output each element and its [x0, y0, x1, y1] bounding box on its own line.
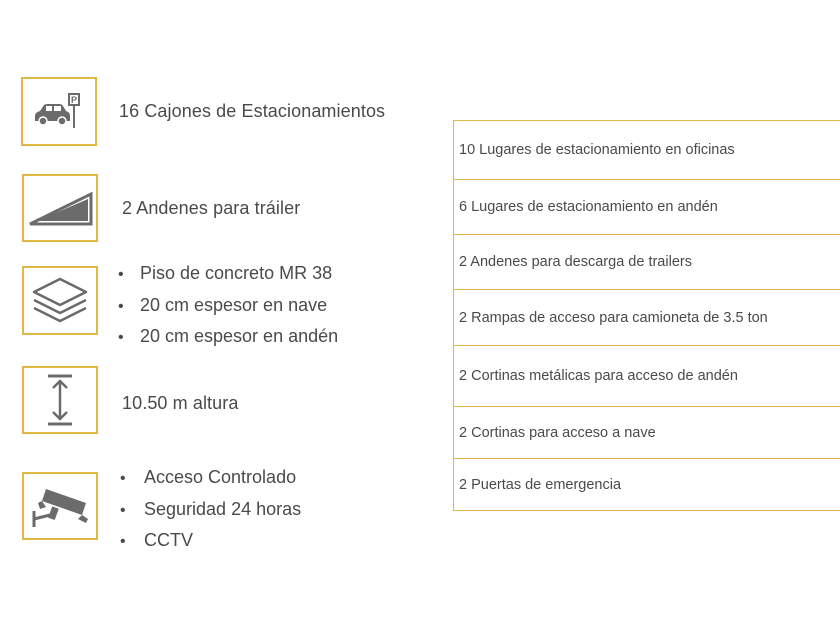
- ramp-icon-box: [22, 174, 98, 242]
- feature-parking-text: 16 Cajones de Estacionamientos: [119, 101, 386, 121]
- bullet-marker: •: [120, 501, 126, 519]
- table-row: 2 Cortinas metálicas para acceso de andén: [454, 346, 840, 407]
- height-icon-box: [22, 366, 98, 434]
- spec-table: [453, 120, 840, 511]
- table-row: 10 Lugares de estacionamiento en oficinas: [454, 121, 840, 180]
- list-item: • Seguridad 24 horas: [120, 494, 301, 526]
- list-item: • Acceso Controlado: [120, 462, 301, 494]
- feature-height-text: 10.50 m altura: [122, 393, 239, 413]
- layers-icon: [29, 273, 91, 329]
- list-item: • CCTV: [120, 525, 301, 557]
- bullet-marker: •: [120, 533, 126, 550]
- table-row: 2 Andenes para descarga de trailers: [454, 235, 840, 290]
- bullet-marker: •: [118, 329, 124, 346]
- feature-ramp-text: 2 Andenes para tráiler: [122, 198, 301, 218]
- ramp-icon: [25, 188, 95, 228]
- bullet-marker: •: [120, 470, 126, 487]
- table-row: 6 Lugares de estacionamiento en andén: [454, 180, 840, 235]
- list-item: • Piso de concreto MR 38: [118, 258, 338, 290]
- table-row: 2 Rampas de acceso para camioneta de 3.5 ton: [454, 290, 840, 346]
- security-camera-icon: [28, 481, 92, 531]
- svg-text:P: P: [71, 94, 78, 105]
- security-icon-box: [22, 472, 98, 540]
- list-item: • 20 cm espesor en nave: [118, 290, 338, 322]
- height-arrow-icon: [40, 370, 80, 430]
- table-row: 2 Cortinas para acceso a nave: [454, 407, 840, 459]
- bullet-marker: •: [118, 266, 124, 283]
- bullet-marker: •: [118, 297, 124, 315]
- layers-icon-box: [22, 266, 98, 335]
- floor-spec-list: [118, 258, 338, 353]
- list-item: • 20 cm espesor en andén: [118, 321, 338, 353]
- security-list: [120, 462, 301, 557]
- parking-car-icon: [29, 88, 89, 136]
- parking-icon-box: [21, 77, 97, 146]
- table-row: 2 Puertas de emergencia: [454, 459, 840, 511]
